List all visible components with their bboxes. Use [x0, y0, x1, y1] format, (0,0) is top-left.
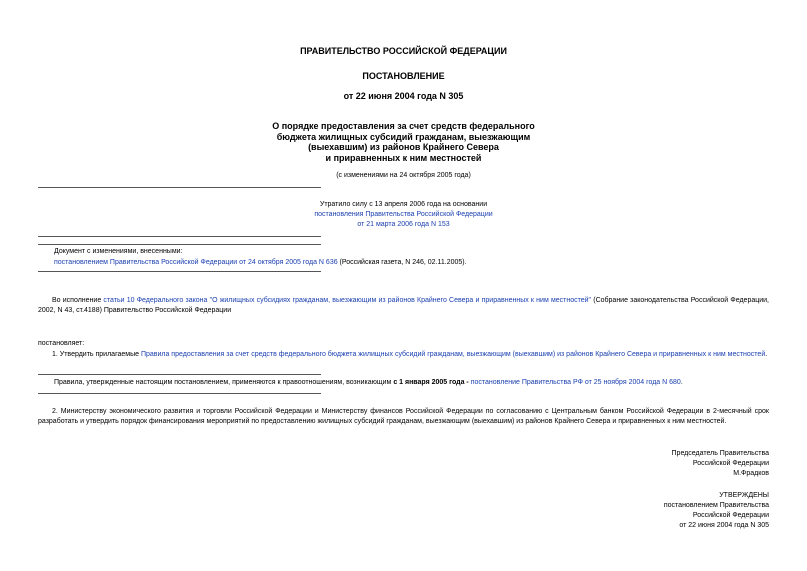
amendments-link[interactable]: постановлением Правительства Российской Федерации от 24 октября 2005 года N 636 — [54, 259, 338, 266]
signature-position: Председатель Правительства — [671, 450, 769, 457]
law-article-link[interactable]: статьи 10 Федерального закона "О жилищных субсидиях гражданам, выезжающим из районов Крайнего Севера и приравненных к ним местностей" — [103, 297, 592, 304]
rule-note-dash: - — [464, 379, 471, 386]
changes-note: (с изменениями на 24 октября 2005 года) — [336, 172, 471, 179]
signature-block — [672, 449, 769, 479]
divider — [38, 393, 321, 394]
void-notice — [0, 200, 807, 230]
approved-by: постановлением Правительства — [663, 502, 769, 509]
rules-link[interactable]: Правила предоставления за счет средств федерального бюджета жилищных субсидий гражданам, выезжающим (выехавшим) из районов Крайнего Севера и приравненных к ним местностей — [140, 351, 766, 358]
rule-note-link[interactable]: постановление Правительства РФ от 25 ноября 2004 года N 680 — [470, 379, 681, 386]
preamble-tail: (Собрание законодательства Российской Федерации, 2002, N 43, ст.4188) Правительство Российской Федерации — [38, 297, 770, 314]
signature-name: М.Фрадков — [733, 470, 769, 477]
item-1-prefix: 1. Утвердить прилагаемые — [52, 351, 141, 358]
amendments-intro: Документ с изменениями, внесенными: — [54, 248, 183, 255]
amendments-source: (Российская газета, N 246, 02.11.2005). — [337, 259, 467, 266]
divider — [38, 374, 321, 375]
rule-note-prefix: Правила, утвержденные настоящим постановлением, применяются к правоотношениям, возникающим — [54, 379, 394, 386]
document-title — [0, 121, 807, 163]
amendments-line — [54, 258, 467, 268]
title-line: и приравненных к ним местностей — [325, 152, 482, 163]
item-1-paragraph — [38, 350, 769, 360]
title-line: О порядке предоставления за счет средств федерального — [272, 121, 535, 131]
divider — [38, 244, 321, 245]
rule-note — [54, 378, 683, 388]
rule-note-tail: . — [680, 379, 683, 386]
item-2-paragraph: 2. Министерству экономического развития и торговли Российской Федерации и Министерству финансов Российской Федерации по согласованию с Центральным банком Российской Федерации в 2-месячный срок разработать и утвердить порядок финансирования мероприятий по предоставлению жилищных субсидий гражданам, выезжающим (выехавшим) из районов Крайнего Севера и приравненных к ним местностей. — [38, 408, 769, 425]
void-notice-link-date[interactable]: от 21 марта 2006 года N 153 — [357, 221, 450, 228]
approved-country: Российской Федерации — [692, 512, 769, 519]
approved-date: от 22 июня 2004 года N 305 — [679, 522, 769, 529]
item-1-tail: . — [765, 351, 768, 358]
divider — [38, 187, 321, 188]
approved-label: УТВЕРЖДЕНЫ — [719, 492, 769, 499]
resolves-text: постановляет: — [38, 340, 85, 347]
title-line: (выехавшим) из районов Крайнего Севера — [308, 142, 499, 152]
void-notice-text: Утратило силу с 13 апреля 2006 года на основании — [319, 201, 488, 208]
approved-block — [664, 491, 769, 531]
void-notice-link[interactable]: постановления Правительства Российской Федерации — [314, 211, 493, 218]
signature-country: Российской Федерации — [692, 460, 769, 467]
rule-note-date: с 1 января 2005 года — [393, 379, 465, 386]
preamble-prefix: Во исполнение — [52, 297, 104, 304]
preamble-paragraph — [38, 296, 769, 316]
document-date-number: от 22 июня 2004 года N 305 — [343, 91, 464, 101]
document-type: ПОСТАНОВЛЕНИЕ — [362, 71, 445, 81]
divider — [38, 271, 321, 272]
title-line: бюджета жилищных субсидий гражданам, выезжающим — [276, 131, 531, 142]
divider — [38, 236, 321, 237]
document-organization: ПРАВИТЕЛЬСТВО РОССИЙСКОЙ ФЕДЕРАЦИИ — [300, 46, 507, 56]
